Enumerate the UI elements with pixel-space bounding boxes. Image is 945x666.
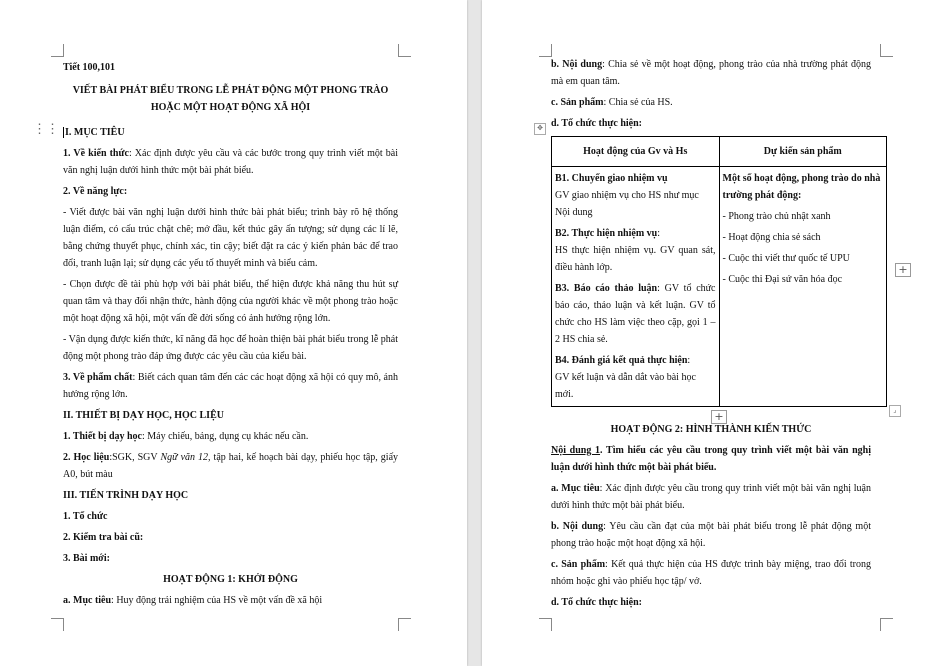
table-row [552,167,887,407]
margin-mark-top-right [398,44,411,57]
objective-skills-heading: 2. Về năng lực: [63,186,128,197]
lesson-title-line-1: VIẾT BÀI PHÁT BIỂU TRONG LỄ PHÁT ĐỘNG MỘT PHONG TRÀO [72,85,389,96]
topic-content: b. Nội dung: Yêu cầu cần đạt của một bài phát biểu trong lễ phát động một phong trào hoặc một hoạt động xã hội. [551,521,871,549]
section-process-heading: III. TIẾN TRÌNH DẠY HỌC [63,490,189,501]
process-step-1: 1. Tổ chức [63,511,108,522]
step-b4-label: B4. Đánh giá kết quả thực hiện: [555,355,691,366]
section-equipment-heading: II. THIẾT BỊ DẠY HỌC, HỌC LIỆU [63,410,224,421]
list-item: - Cuộc thi viết thư quốc tế UPU [722,253,850,264]
step-b4-text: GV kết luận và dẫn dắt vào bài học mới. [555,372,696,400]
list-item: - Phong trào chủ nhật xanh [722,211,831,222]
step-b1-text: GV giao nhiệm vụ cho HS như mục Nội dung [555,190,699,218]
margin-mark-top-left [51,44,64,57]
skill-item-2: - Chọn được đề tài phù hợp với bài phát biểu, thể hiện được khả năng thu hút sự quan tâm và thay đổi nhận thức, hành động của người khác về một phong trào hoặc một hoạt động xã hội, một vấn đề đời sống có ảnh hưởng rộng lớn. [63,279,398,324]
table-cell-products[interactable] [719,167,887,407]
table-header-right: Dự kiến sản phẩm [719,137,887,167]
table-header-row [552,137,887,167]
margin-mark-top-right [880,44,893,57]
document-page-right [482,0,945,666]
product-item: c. Sản phẩm: Chia sẻ của HS. [551,97,673,108]
products-heading: Một số hoạt động, phong trào do nhà trường phát động: [722,173,881,201]
topic-goal: a. Mục tiêu: Xác định được yêu cầu trong quy trình viết một bài văn nghị luận dưới hình thức một bài phát biểu. [551,483,871,511]
step-b1-label: B1. Chuyển giao nhiệm vụ [555,173,668,184]
equipment-item: 1. Thiết bị dạy học: Máy chiếu, bảng, dụng cụ khác nếu cần. [63,431,309,442]
table-header-left: Hoạt động của Gv và Hs [552,137,720,167]
table-resize-handle-icon[interactable]: ⌟ [889,405,901,417]
objective-quality: 3. Về phẩm chất: Biết cách quan tâm đến các các hoạt động xã hội có quy mô, ảnh hưởng rộng lớn. [63,372,398,400]
organization-heading: d. Tổ chức thực hiện: [551,118,642,129]
topic-1: Nội dung 1. Tìm hiểu các yêu cầu trong quy trình viết một bài văn nghị luận dưới hình thức một bài phát biểu. [551,445,871,473]
paragraph-drag-handle-icon[interactable]: ⋮⋮ [33,121,59,136]
text-cursor [63,127,64,138]
margin-mark-bottom-right [880,618,893,631]
materials-item: 2. Học liệu:SGK, SGV Ngữ văn 12, tập hai, kế hoạch bài dạy, phiếu học tập, giấy A0, bút màu [63,452,399,480]
add-column-plus-icon[interactable]: + [895,263,911,277]
objective-knowledge: 1. Về kiến thức: Xác định được yêu cầu và các bước trong quy trình viết một bài văn nghị luận dưới hình thức một bài phát biểu. [63,148,399,176]
add-row-plus-icon[interactable]: + [711,410,727,424]
activity-1-heading: HOẠT ĐỘNG 1: KHỞI ĐỘNG [163,574,298,585]
activity-1-goal: a. Mục tiêu: Huy động trải nghiệm của HS về một vấn đề xã hội [63,595,323,606]
list-item: - Hoạt động chia sẻ sách [722,232,821,243]
step-b3: B3. Báo cáo thảo luận: GV tổ chức báo cáo, thảo luận và kết luận. GV tổ chức cho HS làm việc theo cặp, gọi 1 – 2 HS chia sẻ. [555,283,716,345]
table-move-handle-icon[interactable]: ✥ [534,123,546,135]
process-step-2: 2. Kiểm tra bài cũ: [63,532,144,543]
activity-2-heading: HOẠT ĐỘNG 2: HÌNH THÀNH KIẾN THỨC [610,424,812,435]
margin-mark-bottom-left [539,618,552,631]
skill-item-1: - Viết được bài văn nghị luận dưới hình thức bài phát biểu; trình bày rõ hệ thống luận điểm, có cấu trúc chặt chẽ; mở đầu, kết thúc gây ấn tượng; sử dụng các lí lẽ, bằng chứng thuyết phục, chính xác, tin cậy; biết đặt ra các ý kiến phản bác để trao đổi, tranh luận lại; sử dụng các yếu tố thuyết minh và biểu cảm. [63,207,398,269]
lesson-number: Tiết 100,101 [63,62,116,73]
topic-organization: d. Tổ chức thực hiện: [551,597,642,608]
lesson-title-line-2: HOẶC MỘT HOẠT ĐỘNG XÃ HỘI [150,102,311,113]
page-left-content [63,59,398,613]
page-right-content [551,56,881,615]
topic-product: c. Sản phẩm: Kết quả thực hiện của HS được trình bày miệng, trao đổi trong nhóm hoặc ghi vào phiếu học tập/ vở. [551,559,872,587]
skill-item-3: - Vận dụng được kiến thức, kĩ năng đã học để hoàn thiện bài phát biểu trong lễ phát động một phong trào đáp ứng được các yêu cầu của kiểu bài. [63,334,398,362]
table-cell-steps[interactable] [552,167,720,407]
margin-mark-bottom-left [51,618,64,631]
content-item: b. Nội dung: Chia sẻ về một hoạt động, phong trào của nhà trường phát động mà em quan tâm. [551,59,872,87]
process-step-3: 3. Bài mới: [63,553,110,564]
step-b2-text: HS thực hiện nhiệm vụ. GV quan sát, điều hành lớp. [555,245,716,273]
margin-mark-bottom-right [398,618,411,631]
lesson-title [63,82,398,116]
document-page-left [0,0,467,666]
list-item: - Cuộc thi Đại sứ văn hóa đọc [722,274,843,285]
activity-table[interactable] [551,136,887,407]
step-b2-label: B2. Thực hiện nhiệm vụ: [555,228,661,239]
section-objectives-heading[interactable]: I. MỤC TIÊU [65,127,125,138]
